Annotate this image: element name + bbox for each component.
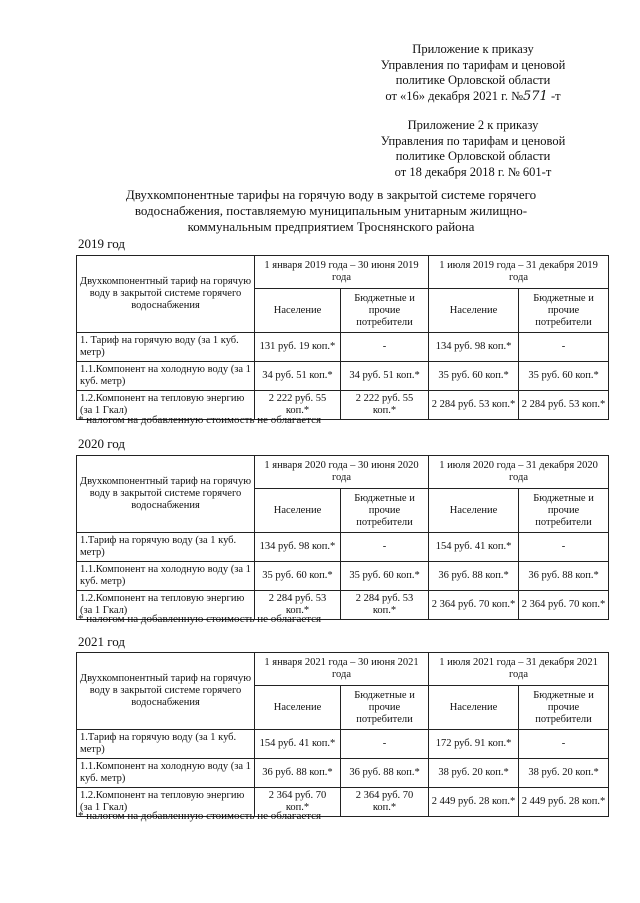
- period-header: 1 января 2019 года – 30 июня 2019 года: [255, 256, 429, 289]
- value-cell: -: [519, 333, 609, 362]
- value-cell: 2 364 руб. 70 коп.*: [519, 591, 609, 620]
- value-cell: -: [519, 533, 609, 562]
- population-header: Население: [429, 489, 519, 533]
- value-cell: 2 449 руб. 28 коп.*: [429, 788, 519, 817]
- value-cell: 2 364 руб. 70 коп.*: [341, 788, 429, 817]
- value-cell: 36 руб. 88 коп.*: [341, 759, 429, 788]
- tariff-column-header: Двухкомпонентный тариф на горячую воду в закрытой системе горячего водоснабжения: [77, 256, 255, 333]
- value-cell: 154 руб. 41 коп.*: [255, 730, 341, 759]
- value-cell: 2 284 руб. 53 коп.*: [341, 591, 429, 620]
- value-cell: 36 руб. 88 коп.*: [519, 562, 609, 591]
- value-cell: 2 284 руб. 53 коп.*: [519, 391, 609, 420]
- tariff-table: [76, 455, 609, 620]
- table-row: [77, 759, 609, 788]
- value-cell: 34 руб. 51 коп.*: [341, 362, 429, 391]
- appendix-line: Управления по тарифам и ценовой: [380, 133, 566, 148]
- value-cell: 2 222 руб. 55 коп.*: [255, 391, 341, 420]
- appendix-date-suffix: -т: [550, 88, 561, 103]
- period-header: 1 июля 2020 года – 31 декабря 2020 года: [429, 456, 609, 489]
- population-header: Население: [255, 686, 341, 730]
- row-label: 1.Тариф на горячую воду (за 1 куб. метр): [77, 533, 255, 562]
- tariff-table: [76, 652, 609, 817]
- title-line: Двухкомпонентные тарифы на горячую воду в закрытой системе горячего: [125, 187, 537, 202]
- budget-header: Бюджетные и прочие потребители: [341, 686, 429, 730]
- table-row: [77, 362, 609, 391]
- row-label: 1. Тариф на горячую воду (за 1 куб. метр): [77, 333, 255, 362]
- vat-footnote: * налогом на добавленную стоимость не облагается: [78, 613, 322, 625]
- value-cell: 134 руб. 98 коп.*: [429, 333, 519, 362]
- value-cell: 2 449 руб. 28 коп.*: [519, 788, 609, 817]
- row-label: 1.1.Компонент на холодную воду (за 1 куб. метр): [77, 362, 255, 391]
- table-row: [77, 333, 609, 362]
- period-header: 1 января 2020 года – 30 июня 2020 года: [255, 456, 429, 489]
- document-title: [96, 187, 566, 235]
- table-row: [77, 533, 609, 562]
- title-line: водоснабжения, поставляемую муниципальным унитарным жилищно-: [134, 203, 528, 218]
- value-cell: 134 руб. 98 коп.*: [255, 533, 341, 562]
- value-cell: 35 руб. 60 коп.*: [429, 362, 519, 391]
- value-cell: -: [341, 333, 429, 362]
- appendix-line: политике Орловской области: [395, 149, 551, 163]
- tariff-column-header: Двухкомпонентный тариф на горячую воду в закрытой системе горячего водоснабжения: [77, 653, 255, 730]
- row-label: 1.1.Компонент на холодную воду (за 1 куб. метр): [77, 759, 255, 788]
- budget-header: Бюджетные и прочие потребители: [519, 289, 609, 333]
- appendix-line: Приложение 2 к приказу: [407, 118, 539, 132]
- value-cell: 131 руб. 19 коп.*: [255, 333, 341, 362]
- value-cell: 36 руб. 88 коп.*: [429, 562, 519, 591]
- value-cell: 2 284 руб. 53 коп.*: [255, 591, 341, 620]
- budget-header: Бюджетные и прочие потребители: [519, 686, 609, 730]
- row-label: 1.Тариф на горячую воду (за 1 куб. метр): [77, 730, 255, 759]
- value-cell: 2 222 руб. 55 коп.*: [341, 391, 429, 420]
- population-header: Население: [429, 686, 519, 730]
- period-header: 1 июля 2019 года – 31 декабря 2019 года: [429, 256, 609, 289]
- value-cell: 2 364 руб. 70 коп.*: [255, 788, 341, 817]
- vat-footnote: * налогом на добавленную стоимость не облагается: [78, 414, 322, 426]
- value-cell: 35 руб. 60 коп.*: [255, 562, 341, 591]
- budget-header: Бюджетные и прочие потребители: [341, 289, 429, 333]
- population-header: Население: [255, 489, 341, 533]
- table-row: [77, 730, 609, 759]
- period-header: 1 января 2021 года – 30 июня 2021 года: [255, 653, 429, 686]
- appendix-line: Приложение к приказу: [412, 42, 534, 56]
- value-cell: 38 руб. 20 коп.*: [519, 759, 609, 788]
- appendix-date-line: [368, 89, 578, 105]
- row-label: 1.2.Компонент на тепловую энергию (за 1 Гкал): [77, 391, 255, 420]
- budget-header: Бюджетные и прочие потребители: [341, 489, 429, 533]
- value-cell: 2 364 руб. 70 коп.*: [429, 591, 519, 620]
- population-header: Население: [429, 289, 519, 333]
- year-heading: 2019 год: [78, 236, 125, 251]
- tariff-column-header: Двухкомпонентный тариф на горячую воду в закрытой системе горячего водоснабжения: [77, 456, 255, 533]
- appendix-2-header: [368, 118, 578, 180]
- title-line: коммунальным предприятием Троснянского района: [187, 219, 475, 234]
- year-heading: 2021 год: [78, 634, 125, 649]
- budget-header: Бюджетные и прочие потребители: [519, 489, 609, 533]
- population-header: Население: [255, 289, 341, 333]
- row-label: 1.2.Компонент на тепловую энергию (за 1 Гкал): [77, 788, 255, 817]
- value-cell: -: [341, 730, 429, 759]
- value-cell: 35 руб. 60 коп.*: [519, 362, 609, 391]
- row-label: 1.1.Компонент на холодную воду (за 1 куб. метр): [77, 562, 255, 591]
- value-cell: 38 руб. 20 коп.*: [429, 759, 519, 788]
- year-heading: 2020 год: [78, 436, 125, 451]
- value-cell: -: [341, 533, 429, 562]
- value-cell: 154 руб. 41 коп.*: [429, 533, 519, 562]
- tariff-table: [76, 255, 609, 420]
- table-row: [77, 562, 609, 591]
- appendix-line: от 18 декабря 2018 г. № 601-т: [394, 164, 552, 179]
- value-cell: 36 руб. 88 коп.*: [255, 759, 341, 788]
- handwritten-order-number: 571: [523, 88, 548, 104]
- appendix-date-prefix: от «16» декабря 2021 г. №: [385, 88, 524, 103]
- period-header: 1 июля 2021 года – 31 декабря 2021 года: [429, 653, 609, 686]
- value-cell: 172 руб. 91 коп.*: [429, 730, 519, 759]
- value-cell: 35 руб. 60 коп.*: [341, 562, 429, 591]
- value-cell: 34 руб. 51 коп.*: [255, 362, 341, 391]
- row-label: 1.2.Компонент на тепловую энергию (за 1 Гкал): [77, 591, 255, 620]
- appendix-line: политике Орловской области: [395, 73, 551, 87]
- value-cell: 2 284 руб. 53 коп.*: [429, 391, 519, 420]
- appendix-order-header: [368, 42, 578, 104]
- appendix-line: Управления по тарифам и ценовой: [380, 57, 566, 72]
- vat-footnote: * налогом на добавленную стоимость не облагается: [78, 810, 322, 822]
- value-cell: -: [519, 730, 609, 759]
